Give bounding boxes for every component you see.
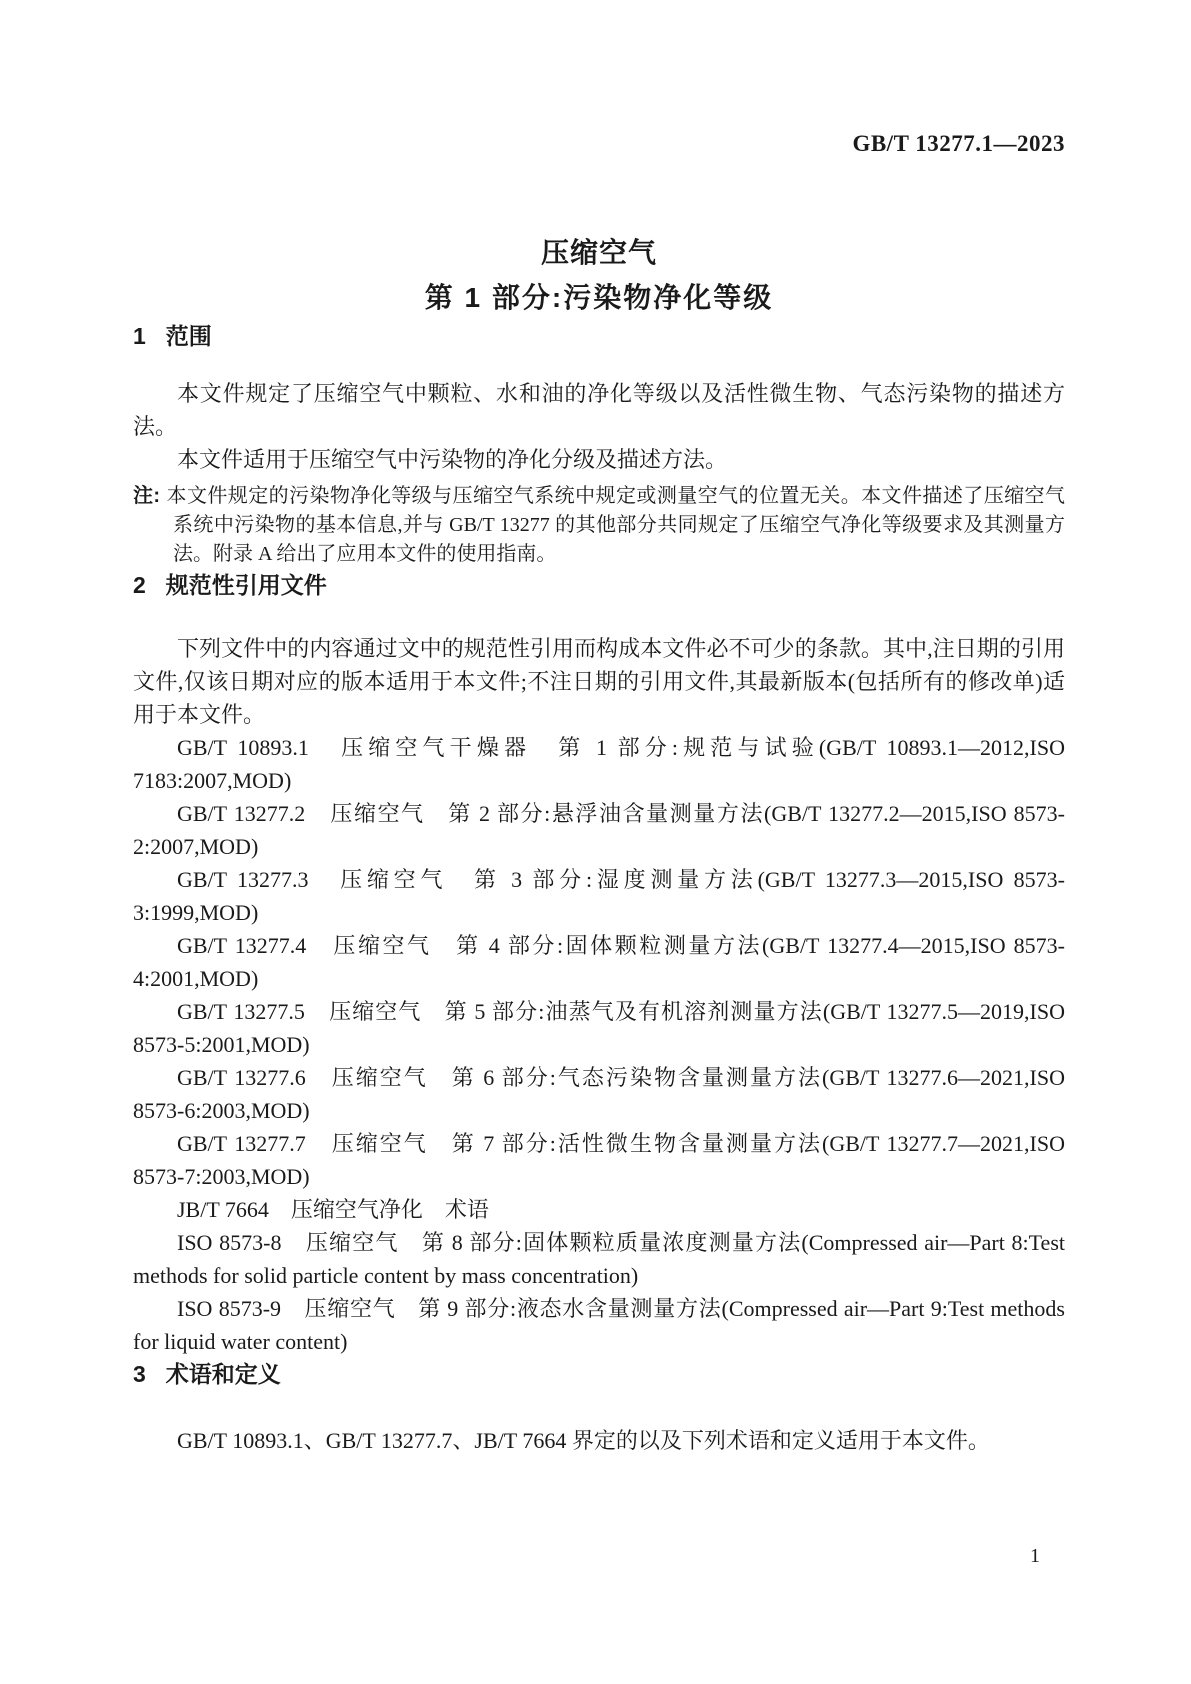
section-2-number: 2 xyxy=(133,572,146,598)
reference-item: ISO 8573-8 压缩空气 第 8 部分:固体颗粒质量浓度测量方法(Compressed air—Part 8:Test methods for solid particle content by mass concentration) xyxy=(133,1230,1065,1288)
reference-item: GB/T 13277.2 压缩空气 第 2 部分:悬浮油含量测量方法(GB/T 13277.2—2015,ISO 8573-2:2007,MOD) xyxy=(133,801,1065,859)
title-line-1: 压缩空气 xyxy=(540,237,657,268)
section-1-title: 范围 xyxy=(165,323,212,349)
section-1-paragraph-2: 本文件适用于压缩空气中污染物的净化分级及描述方法。 xyxy=(177,447,728,472)
document-title xyxy=(133,0,1065,320)
section-2-title: 规范性引用文件 xyxy=(165,572,327,598)
note-text: 本文件规定的污染物净化等级与压缩空气系统中规定或测量空气的位置无关。本文件描述了压缩空气系统中污染物的基本信息,并与 GB/T 13277 的其他部分共同规定了压缩空气净化等级要求及其测量方法。附录 A 给出了应用本文件的使用指南。 xyxy=(166,485,1065,565)
reference-item: GB/T 13277.3 压缩空气 第 3 部分:湿度测量方法(GB/T 13277.3—2015,ISO 8573-3:1999,MOD) xyxy=(133,867,1065,925)
section-2-heading xyxy=(133,569,1065,602)
section-3-title: 术语和定义 xyxy=(165,1361,281,1387)
title-line-2: 第 1 部分:污染物净化等级 xyxy=(424,282,774,313)
section-3-heading xyxy=(133,1358,1065,1391)
reference-item: GB/T 13277.7 压缩空气 第 7 部分:活性微生物含量测量方法(GB/T 13277.7—2021,ISO 8573-7:2003,MOD) xyxy=(133,1131,1065,1189)
section-1-paragraph-1: 本文件规定了压缩空气中颗粒、水和油的净化等级以及活性微生物、气态污染物的描述方法。 xyxy=(133,381,1065,439)
reference-item: ISO 8573-9 压缩空气 第 9 部分:液态水含量测量方法(Compressed air—Part 9:Test methods for liquid water content) xyxy=(133,1296,1065,1354)
reference-item: GB/T 13277.4 压缩空气 第 4 部分:固体颗粒测量方法(GB/T 13277.4—2015,ISO 8573-4:2001,MOD) xyxy=(133,933,1065,991)
reference-item: GB/T 13277.5 压缩空气 第 5 部分:油蒸气及有机溶剂测量方法(GB/T 13277.5—2019,ISO 8573-5:2001,MOD) xyxy=(133,999,1065,1057)
note-label: 注: xyxy=(133,485,161,507)
reference-item: GB/T 10893.1 压缩空气干燥器 第 1 部分:规范与试验(GB/T 10893.1—2012,ISO 7183:2007,MOD) xyxy=(133,735,1065,793)
section-1-number: 1 xyxy=(133,323,146,349)
standard-code: GB/T 13277.1—2023 xyxy=(852,131,1065,156)
section-3-paragraph-1: GB/T 10893.1、GB/T 13277.7、JB/T 7664 界定的以及下列术语和定义适用于本文件。 xyxy=(177,1428,990,1453)
reference-item: GB/T 13277.6 压缩空气 第 6 部分:气态污染物含量测量方法(GB/T 13277.6—2021,ISO 8573-6:2003,MOD) xyxy=(133,1065,1065,1123)
reference-item: JB/T 7664 压缩空气净化 术语 xyxy=(177,1197,489,1222)
section-2-intro: 下列文件中的内容通过文中的规范性引用而构成本文件必不可少的条款。其中,注日期的引用文件,仅该日期对应的版本适用于本文件;不注日期的引用文件,其最新版本(包括所有的修改单)适用于本文件。 xyxy=(133,636,1065,727)
section-1-heading xyxy=(133,320,1065,353)
section-1-note xyxy=(133,482,1065,569)
page-number: 1 xyxy=(1030,1545,1040,1567)
section-3-number: 3 xyxy=(133,1361,146,1387)
